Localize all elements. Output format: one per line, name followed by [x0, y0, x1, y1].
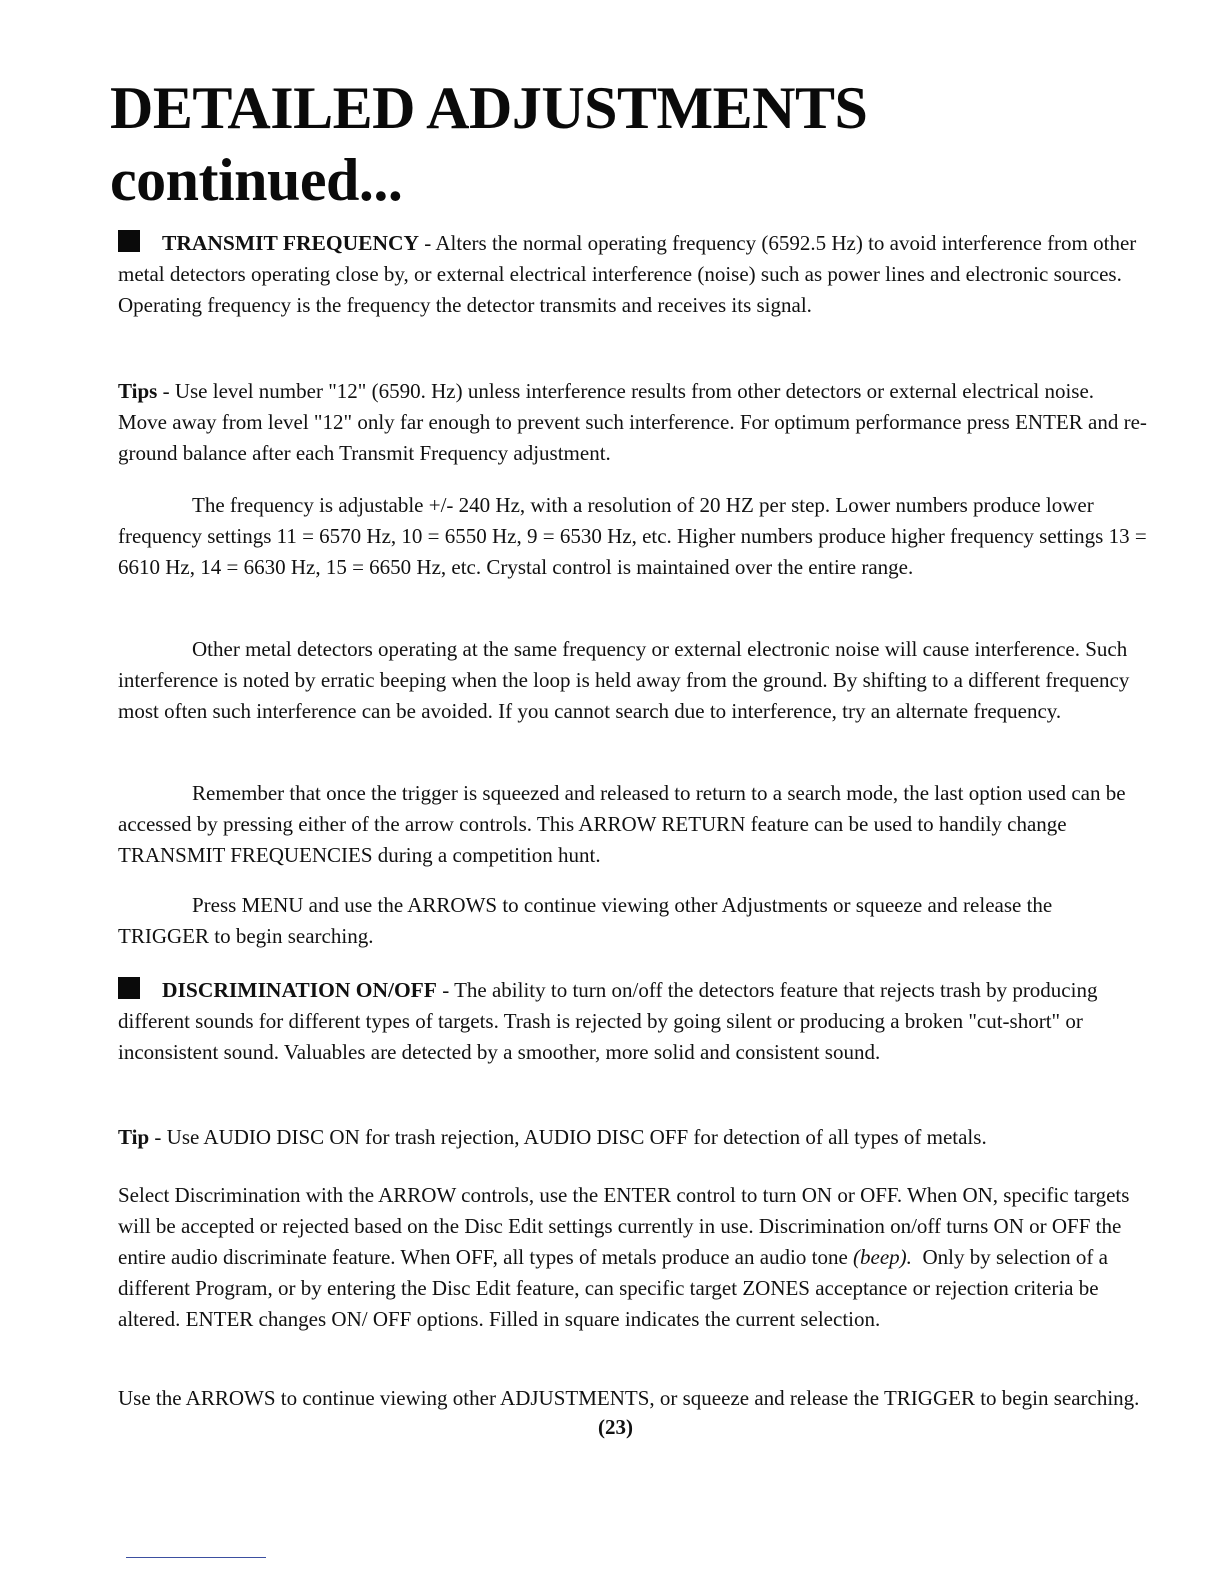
page-title [110, 72, 867, 216]
page-title-line2: continued... [110, 147, 403, 213]
transmit-frequency-heading: TRANSMIT FREQUENCY [162, 231, 420, 255]
final-instruction-paragraph: Use the ARROWS to continue viewing other ADJUSTMENTS, or squeeze and release the TRIGGER to begin searching. [118, 1386, 1140, 1410]
tip-label: Tip [118, 1125, 150, 1149]
discrimination-section: DISCRIMINATION ON/OFF - The ability to turn on/off the detectors feature that rejects trash by producing different sounds for different types of targets. Trash is rejected by going silent or producing a broken "cut-short" or inconsistent sound. Valuables are detected by a smoother, more solid and consistent sound. [118, 978, 1098, 1064]
select-text-italic: (beep). [853, 1245, 912, 1269]
page-title-line1: DETAILED ADJUSTMENTS [110, 75, 868, 141]
bullet-square-icon [118, 230, 140, 252]
discrimination-body: The ability to turn on/off the detectors feature that rejects trash by producing different sounds for different types of targets. Trash is rejected by going silent or producing a broken "cut-short" or inconsistent sound. Valuables are detected by a smoother, more solid and consistent sound. [118, 978, 1098, 1064]
arrow-return-paragraph: Remember that once the trigger is squeezed and released to return to a search mode, the last option used can be accessed by pressing either of the arrow controls. This ARROW RETURN feature can be used to handily change TRANSMIT FREQUENCIES during a competition hunt. [118, 781, 1126, 867]
page-number: (23) [598, 1415, 633, 1439]
discrimination-heading: DISCRIMINATION ON/OFF [162, 978, 437, 1002]
bullet-square-icon [118, 977, 140, 999]
footer-rule [126, 1557, 266, 1558]
select-text-b: Only by selection of a different Program, or by entering the Disc Edit feature, can specific target ZONES acceptance or rejection criteria be altered. ENTER changes ON/ OFF options. Filled in square indicates the current selection. [118, 1245, 1108, 1331]
frequency-range-paragraph: The frequency is adjustable +/- 240 Hz, with a resolution of 20 HZ per step. Lower numbers produce lower frequency settings 11 = 6570 Hz, 10 = 6550 Hz, 9 = 6530 Hz, etc. Higher numbers produce higher frequency settings 13 = 6610 Hz, 14 = 6630 Hz, 15 = 6650 Hz, etc. Crystal control is maintained over the entire range. [118, 493, 1147, 579]
tips-body: Use level number "12" (6590. Hz) unless interference results from other detectors or external electrical noise. Move away from level "12" only far enough to prevent such interference. For optimum performance press ENTER and re-ground balance after each Transmit Frequency adjustment. [118, 379, 1147, 465]
discrimination-tip-paragraph: Tip - Use AUDIO DISC ON for trash rejection, AUDIO DISC OFF for detection of all types of metals. [118, 1125, 987, 1149]
interference-paragraph: Other metal detectors operating at the same frequency or external electronic noise will cause interference. Such interference is noted by erratic beeping when the loop is held away from the ground. By shifting to a different frequency most often such interference can be avoided. If you cannot search due to interference, try an alternate frequency. [118, 637, 1130, 723]
transmit-tips-paragraph: Tips - Use level number "12" (6590. Hz) unless interference results from other detectors or external electrical noise. Move away from level "12" only far enough to prevent such interference. For optimum performance press ENTER and re-ground balance after each Transmit Frequency adjustment. [118, 379, 1147, 465]
tip-body: Use AUDIO DISC ON for trash rejection, AUDIO DISC OFF for detection of all types of metals. [166, 1125, 987, 1149]
transmit-frequency-body: Alters the normal operating frequency (6592.5 Hz) to avoid interference from other metal detectors operating close by, or external electrical interference (noise) such as power lines and electronic sources. Operating frequency is the frequency the detector transmits and receives its signal. [118, 231, 1137, 317]
menu-instruction-paragraph: Press MENU and use the ARROWS to continue viewing other Adjustments or squeeze and release the TRIGGER to begin searching. [118, 893, 1053, 948]
tips-label: Tips [118, 379, 158, 403]
discrimination-select-paragraph [118, 1180, 1148, 1335]
transmit-frequency-section: TRANSMIT FREQUENCY - Alters the normal operating frequency (6592.5 Hz) to avoid interference from other metal detectors operating close by, or external electrical interference (noise) such as power lines and electronic sources. Operating frequency is the frequency the detector transmits and receives its signal. [118, 231, 1137, 317]
select-text-a: Select Discrimination with the ARROW controls, use the ENTER control to turn ON or OFF. When ON, specific targets will be accepted or rejected based on the Disc Edit settings currently in use. Discrimination on/off turns ON or OFF the entire audio discriminate feature. When OFF, all types of metals produce an audio tone [118, 1183, 1130, 1269]
